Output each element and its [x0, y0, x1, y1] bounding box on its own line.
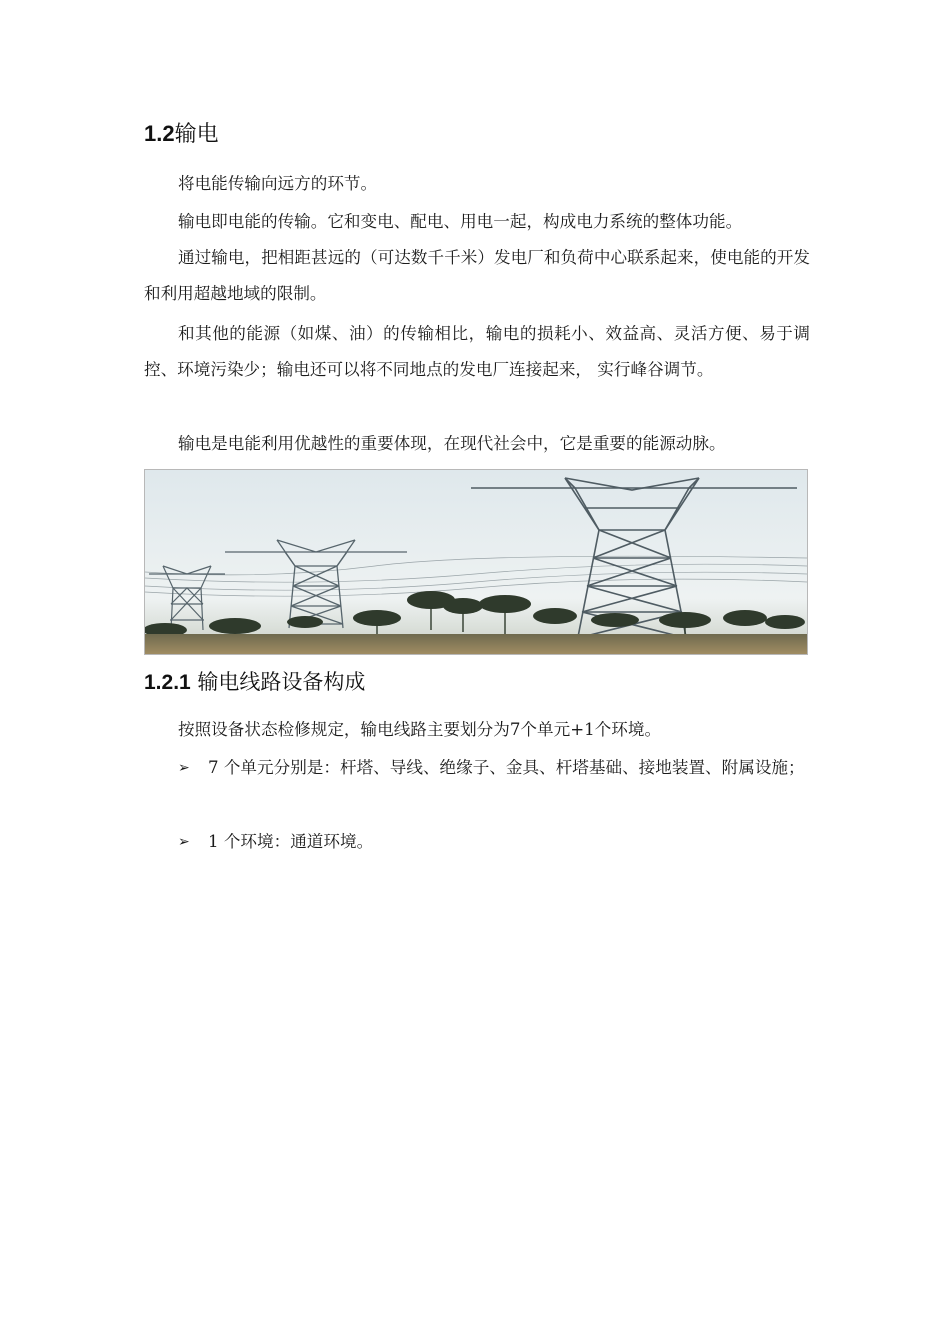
paragraph-1: 将电能传输向远方的环节。 — [178, 174, 378, 193]
subsection-intro: 按照设备状态检修规定，输电线路主要划分为7个单元+1个环境。 — [178, 720, 662, 739]
section-number: 1.2 — [144, 121, 175, 146]
arrow-bullet-icon: ➢ — [178, 834, 190, 850]
bullet-text: 7 个单元分别是：杆塔、导线、绝缘子、金具、杆塔基础、接地装置、附属设施； — [208, 758, 805, 777]
bullet-text: 1 个环境：通道环境。 — [208, 832, 374, 851]
paragraph-3: 通过输电，把相距甚远的（可达数千千米）发电厂和负荷中心联系起来，使电能的开发和利用超越地域的限制。 — [144, 248, 810, 303]
subsection-number: 1.2.1 — [144, 671, 191, 694]
paragraph-4: 和其他的能源（如煤、油）的传输相比，输电的损耗小、效益高、灵活方便、易于调控、环境污染少；输电还可以将不同地点的发电厂连接起来， 实行峰谷调节。 — [144, 324, 810, 379]
transmission-towers-photo — [144, 469, 808, 655]
transmission-towers-illustration — [145, 470, 807, 654]
section-title: 输电 — [174, 122, 219, 147]
arrow-bullet-icon: ➢ — [178, 760, 190, 776]
subsection-title: 输电线路设备构成 — [197, 670, 366, 694]
paragraph-5: 输电是电能利用优越性的重要体现，在现代社会中，它是重要的能源动脉。 — [178, 434, 726, 453]
ground — [145, 634, 807, 654]
subsection-heading — [144, 666, 365, 699]
paragraph-2: 输电即电能的传输。它和变电、配电、用电一起，构成电力系统的整体功能。 — [178, 212, 743, 231]
section-heading — [144, 118, 219, 151]
